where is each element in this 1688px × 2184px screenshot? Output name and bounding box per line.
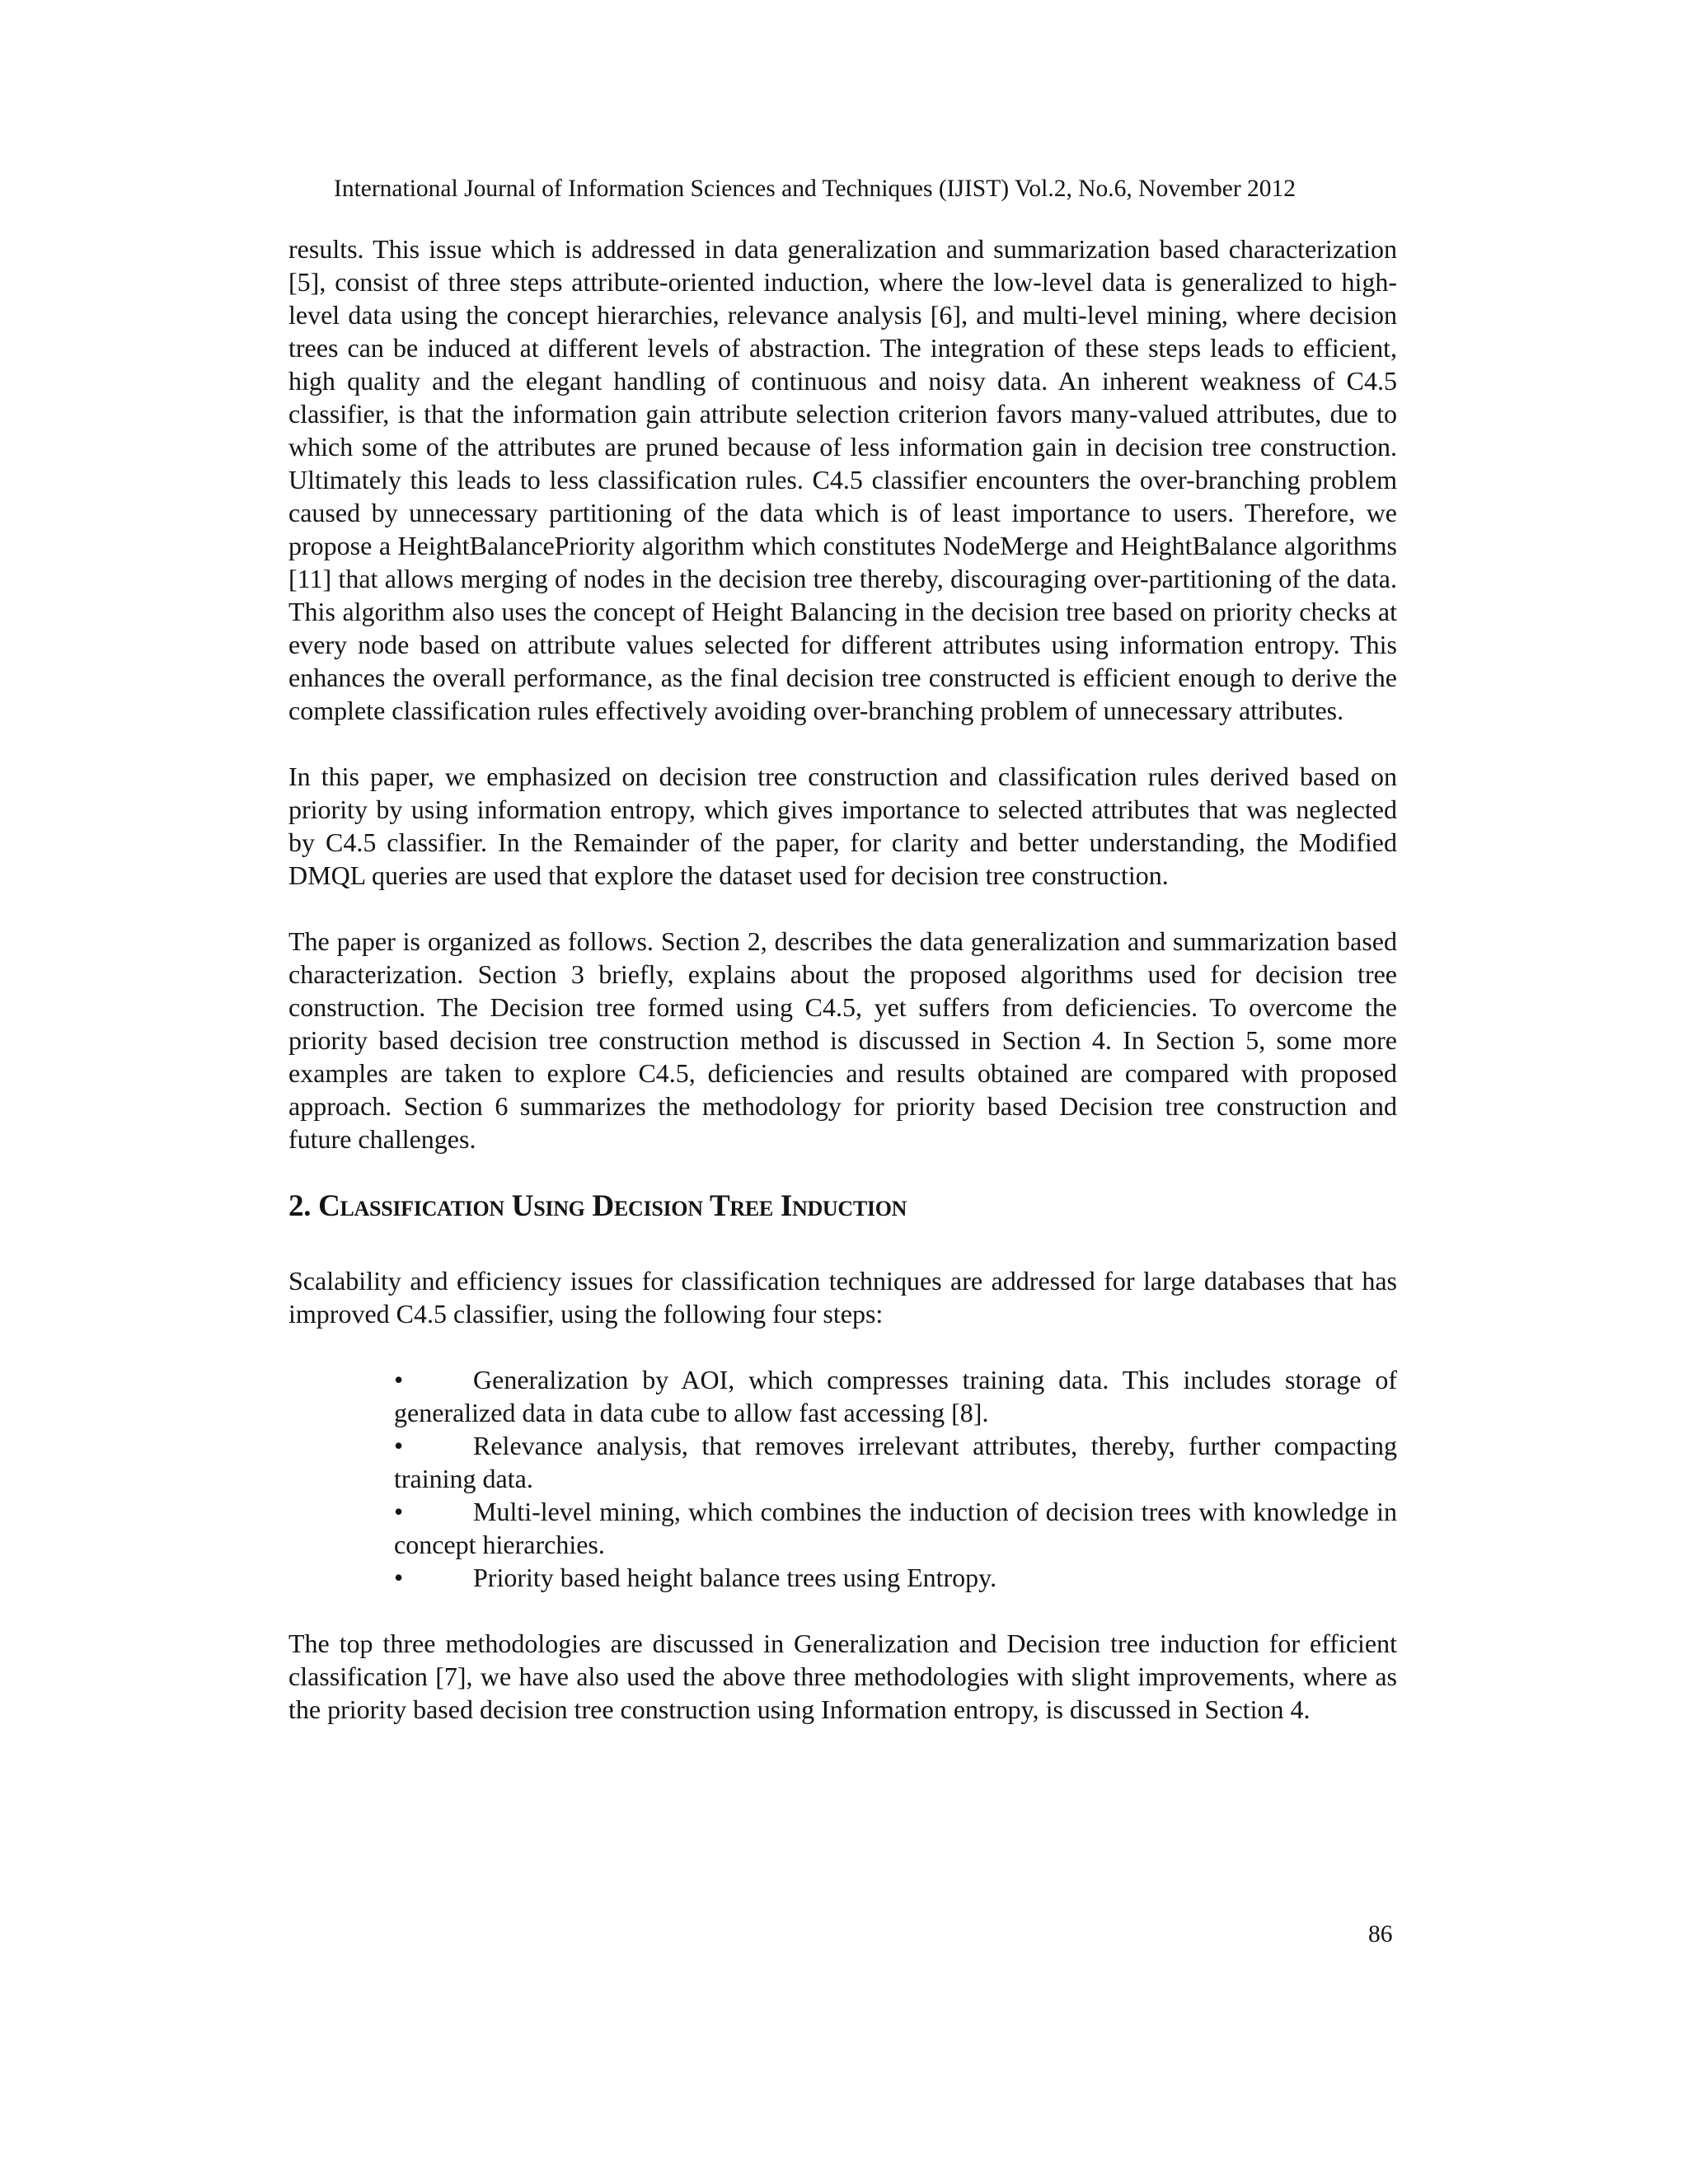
bullet-icon: •: [394, 1431, 404, 1460]
section-closing-paragraph: The top three methodologies are discussed in Generalization and Decision tree induction for efficient classification [7], we have also used the above three methodologies with slight improvements, where as the priority based decision tree construction using Information entropy, is discussed in Section 4.: [288, 1629, 1397, 1724]
section-intro: Scalability and efficiency issues for classification techniques are addressed for large databases that has improved C4.5 classifier, using the following four steps:: [288, 1266, 1397, 1329]
body-text: [288, 232, 1397, 1726]
running-header: International Journal of Information Sciences and Techniques (IJIST) Vol.2, No.6, November 2012: [334, 176, 1296, 202]
list-item: [394, 1429, 1397, 1495]
paragraph-paper-focus: In this paper, we emphasized on decision tree construction and classification rules derived based on priority by using information entropy, which gives importance to selected attributes that was neglected by C4.5 classifier. In the Remainder of the paper, for clarity and better understanding, the Modified DMQL queries are used that explore the dataset used for decision tree construction.: [288, 762, 1397, 890]
paragraph-paper-organization: The paper is organized as follows. Section 2, describes the data generalization and summarization based characterization. Section 3 briefly, explains about the proposed algorithms used for decision tree construction. The Decision tree formed using C4.5, yet suffers from deficiencies. To overcome the priority based decision tree construction method is discussed in Section 4. In Section 5, some more examples are taken to explore C4.5, deficiencies and results obtained are compared with proposed approach. Section 6 summarizes the methodology for priority based Decision tree construction and future challenges.: [288, 926, 1397, 1154]
list-item: [394, 1495, 1397, 1561]
list-item: [394, 1363, 1397, 1429]
section-heading: 2. Classification Using Decision Tree Induction: [288, 1189, 907, 1223]
bullet-icon: •: [394, 1497, 404, 1526]
list-item: [394, 1561, 1397, 1594]
list-item-text: Generalization by AOI, which compresses training data. This includes storage of generalized data in data cube to allow fast accessing [8].: [394, 1365, 1397, 1427]
steps-list: [288, 1363, 1397, 1594]
paragraph-continuation: results. This issue which is addressed in data generalization and summarization based characterization [5], consist of three steps attribute-oriented induction, where the low-level data is generalized to high-level data using the concept hierarchies, relevance analysis [6], and multi-level mining, where decision trees can be induced at different levels of abstraction. The integration of these steps leads to efficient, high quality and the elegant handling of continuous and noisy data. An inherent weakness of C4.5 classifier, is that the information gain attribute selection criterion favors many-valued attributes, due to which some of the attributes are pruned because of less information gain in decision tree construction. Ultimately this leads to less classification rules. C4.5 classifier encounters the over-branching problem caused by unnecessary partitioning of the data which is of least importance to users. Therefore, we propose a HeightBalancePriority algorithm which constitutes NodeMerge and HeightBalance algorithms [11] that allows merging of nodes in the decision tree thereby, discouraging over-partitioning of the data. This algorithm also uses the concept of Height Balancing in the decision tree based on priority checks at every node based on attribute values selected for different attributes using information entropy. This enhances the overall performance, as the final decision tree constructed is efficient enough to derive the complete classification rules effectively avoiding over-branching problem of unnecessary attributes.: [288, 234, 1397, 725]
bullet-icon: •: [394, 1563, 404, 1592]
list-item-text: Relevance analysis, that removes irrelevant attributes, thereby, further compacting training data.: [394, 1431, 1397, 1493]
bullet-icon: •: [394, 1365, 404, 1394]
list-item-text: Priority based height balance trees using Entropy.: [473, 1563, 997, 1592]
list-item-text: Multi-level mining, which combines the induction of decision trees with knowledge in concept hierarchies.: [394, 1497, 1397, 1559]
page-number: 86: [1368, 1921, 1393, 1947]
